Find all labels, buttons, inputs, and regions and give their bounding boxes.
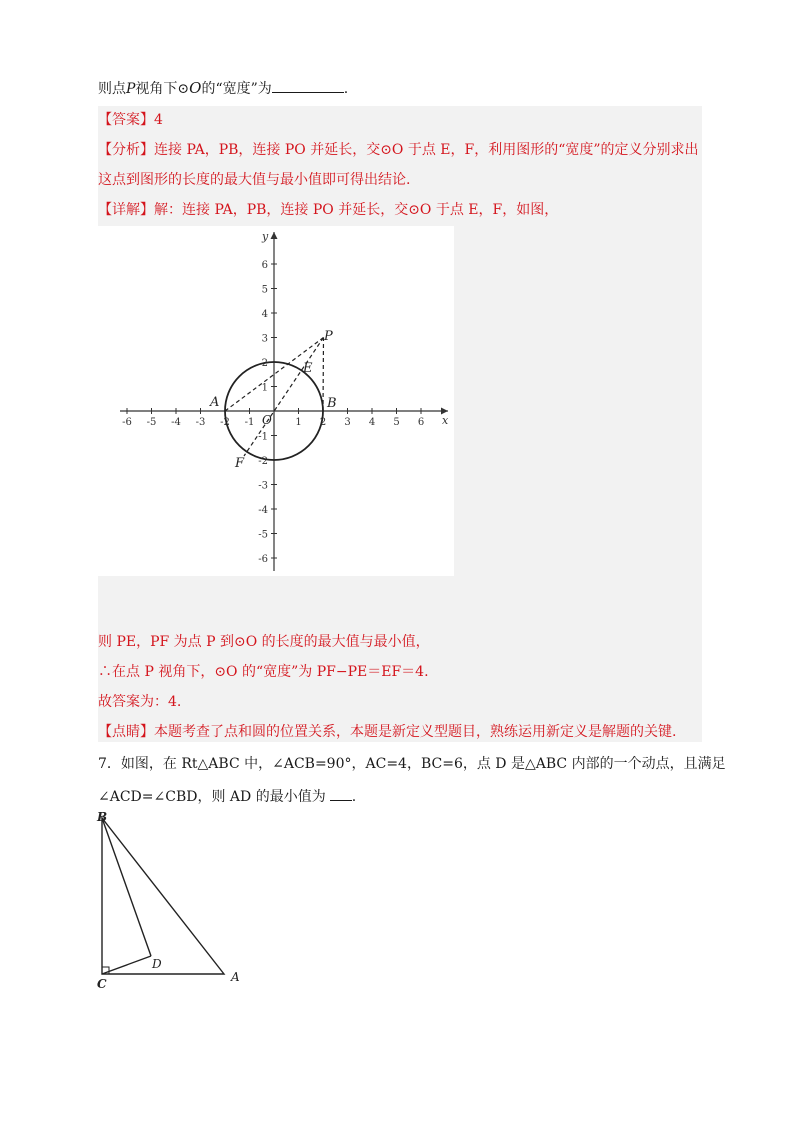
detail-line bbox=[98, 200, 558, 220]
label-c2: C bbox=[97, 977, 107, 991]
comment-text: 本题考查了点和圆的位置关系，本题是新定义型题目，熟练运用新定义是解题的关键. bbox=[154, 724, 677, 740]
figure-background bbox=[98, 226, 454, 576]
question-6-lead bbox=[98, 78, 348, 99]
label-b: B bbox=[327, 396, 337, 411]
label-d2: D bbox=[152, 957, 162, 971]
y-tick-label: 3 bbox=[261, 333, 268, 345]
solution-text-1: 则 PE，PF 为点 P 到⊙O 的长度的最大值与最小值， bbox=[98, 634, 430, 650]
label-f: F bbox=[235, 456, 245, 471]
lead-text: 则点 bbox=[98, 81, 126, 97]
x-tick-label: -1 bbox=[244, 417, 255, 428]
lead-var-p: P bbox=[126, 81, 136, 97]
analysis-tag: 【分析】 bbox=[98, 142, 154, 158]
label-b2: B bbox=[97, 810, 108, 824]
x-tick-label: 5 bbox=[393, 417, 400, 428]
label-a2: A bbox=[231, 970, 240, 984]
x-tick-label: 1 bbox=[295, 417, 302, 428]
y-tick-label: -6 bbox=[258, 554, 268, 565]
x-tick-label: 4 bbox=[368, 417, 376, 428]
solution-text-3: 故答案为：4. bbox=[98, 694, 182, 710]
label-origin: O bbox=[262, 413, 272, 427]
segment-bd bbox=[102, 818, 151, 956]
answer-tag: 【答案】 bbox=[98, 112, 154, 128]
y-tick-label: 1 bbox=[261, 382, 268, 394]
label-p: P bbox=[324, 329, 333, 344]
y-tick-label: -4 bbox=[258, 505, 268, 516]
lead-text-2: 视角下 bbox=[135, 81, 178, 97]
solution-text-2: ∴在点 P 视角下，⊙O 的“宽度”为 PF−PE＝EF＝4. bbox=[98, 664, 429, 680]
comment-tag: 【点睛】 bbox=[98, 724, 154, 740]
x-tick-label: -3 bbox=[195, 417, 206, 428]
q7-text-end: . bbox=[351, 789, 357, 805]
solution-line-3 bbox=[98, 692, 181, 712]
y-tick-label: -2 bbox=[258, 456, 268, 467]
detail-tag: 【详解】 bbox=[98, 202, 154, 218]
lead-var-o: O bbox=[189, 79, 202, 97]
solution-line-1 bbox=[98, 632, 430, 652]
x-tick-label: 3 bbox=[344, 417, 351, 428]
q7-text-1: 7．如图，在 Rt△ABC 中，∠ACB=90°，AC=4，BC=6，点 D 是△ABC 内部的一个动点，且满足 bbox=[98, 756, 726, 772]
y-axis-label: y bbox=[262, 230, 269, 243]
x-tick-label: -5 bbox=[146, 417, 157, 428]
answer-blank bbox=[272, 78, 344, 93]
y-tick-label: 6 bbox=[261, 260, 268, 271]
answer-line bbox=[98, 110, 163, 130]
label-a: A bbox=[210, 395, 220, 410]
lead-end: . bbox=[343, 81, 349, 97]
analysis-line-2 bbox=[98, 170, 410, 190]
comment-line bbox=[98, 722, 676, 742]
analysis-text-2: 这点到图形的长度的最大值与最小值即可得出结论. bbox=[98, 172, 411, 188]
label-e: E bbox=[303, 361, 313, 376]
y-tick-label: 4 bbox=[261, 309, 268, 320]
analysis-line-1 bbox=[98, 140, 699, 160]
y-tick-label: 2 bbox=[261, 358, 268, 369]
y-tick-label: -3 bbox=[258, 480, 268, 492]
question-7-line-1 bbox=[98, 754, 726, 774]
triangle-abc bbox=[102, 818, 224, 974]
coordinate-figure bbox=[98, 226, 454, 576]
q7-text-2: ∠ACD=∠CBD，则 AD 的最小值为 bbox=[98, 789, 326, 805]
solution-line-2 bbox=[98, 662, 429, 682]
x-tick-label: -2 bbox=[220, 417, 230, 428]
circle-symbol: ⊙ bbox=[177, 81, 190, 97]
detail-text: 解：连接 PA，PB，连接 PO 并延长，交⊙O 于点 E，F，如图， bbox=[154, 202, 559, 218]
question-7-line-2 bbox=[98, 786, 356, 807]
y-tick-label: 5 bbox=[261, 284, 268, 296]
triangle-figure bbox=[94, 808, 254, 992]
y-tick-label: -5 bbox=[258, 529, 268, 541]
analysis-text-1: 连接 PA，PB，连接 PO 并延长，交⊙O 于点 E，F，利用图形的“宽度”的定义分别求出 bbox=[154, 142, 699, 158]
y-tick-label: -1 bbox=[258, 431, 268, 443]
lead-text-3: 的“宽度”为 bbox=[201, 81, 272, 97]
x-tick-label: 6 bbox=[417, 417, 425, 428]
x-tick-label: -4 bbox=[171, 417, 181, 428]
x-tick-label: 2 bbox=[319, 417, 327, 428]
x-axis-label: x bbox=[442, 414, 449, 427]
q7-answer-blank bbox=[330, 786, 352, 801]
answer-value: 4 bbox=[154, 112, 163, 128]
x-tick-label: -6 bbox=[122, 417, 132, 428]
